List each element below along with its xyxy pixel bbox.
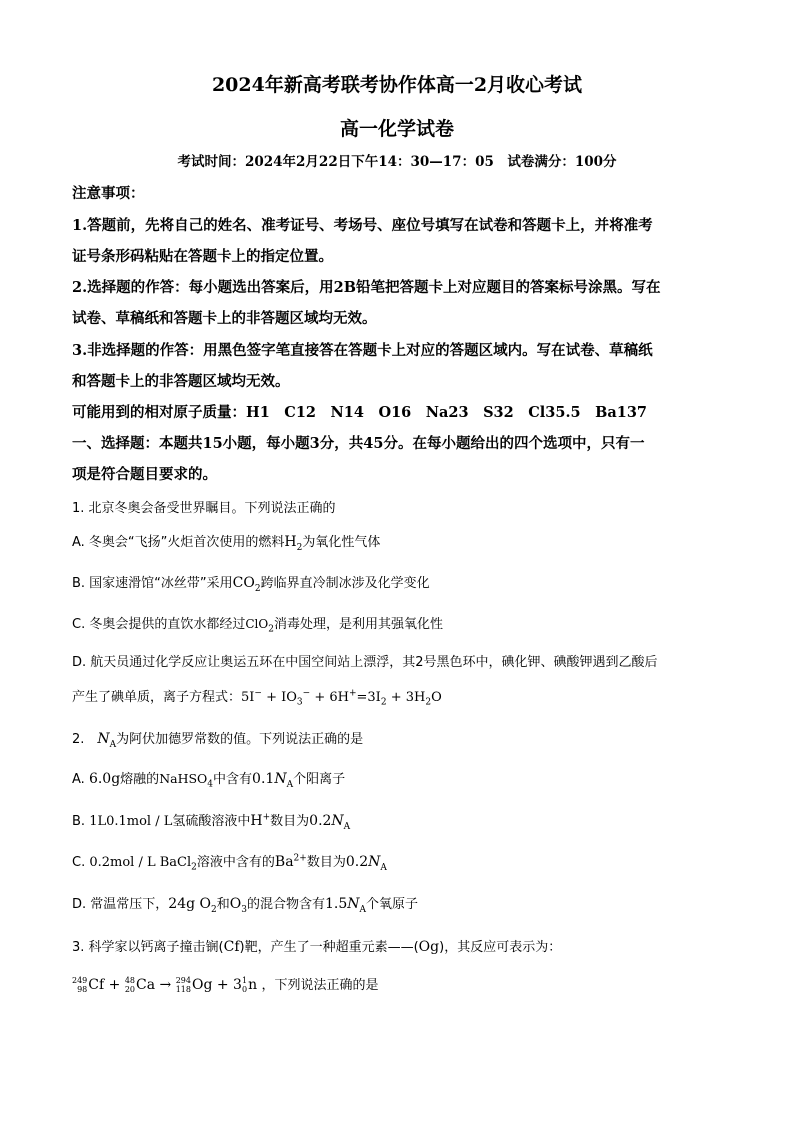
q1-option-c: C. 冬奥会提供的直饮水都经过ClO$_2$消毒处理，是利用其强氧化性	[72, 617, 443, 635]
exam-subtitle: 高一化学试卷	[339, 118, 454, 140]
note-1a: 1.答题前，先将自己的姓名、准考证号、考场号、座位号填写在试卷和答题卡上，并将准考	[72, 217, 653, 234]
q1-option-d-2: 产生了碘单质，离子方程式：$5I^- + IO_3^- + 6H^+=3I_2 + 3H_2O$	[72, 688, 442, 708]
notes-heading: 注意事项：	[72, 185, 145, 202]
q3-stem: 3. 科学家以钙离子撞击锎(Cf)靶，产生了一种超重元素——(Og)，其反应可表示为：	[72, 939, 562, 955]
nuclear-equation: 249 98 Cf + 48 20 Ca → 294 118 Og + 3 1 0 n	[72, 976, 262, 994]
note-3a: 3.非选择题的作答：用黑色签字笔直接答在答题卡上对应的答题区域内。写在试卷、草稿纸	[72, 342, 653, 359]
q2-option-c: C. 0.2mol / L BaCl$_2$溶液中含有的$Ba^{2+}$数目为$0.2N_A$	[72, 853, 387, 873]
section-heading-1: 一、选择题：本题共15小题，每小题3分，共45分。在每小题给出的四个选项中，只有一	[72, 435, 645, 452]
q2-option-b: B. 1L0.1mol / L氢硫酸溶液中H+数目为$0.2N_A$	[72, 812, 351, 832]
section-heading-2: 项是符合题目要求的。	[72, 466, 217, 483]
exam-title: 2024年新高考联考协作体高一2月收心考试	[211, 74, 583, 96]
q2-stem: 2. $N_A$为阿伏加德罗常数的值。下列说法正确的是	[72, 731, 364, 750]
atomic-masses: 可能用到的相对原子质量：H1 C12 N14 O16 Na23 S32 Cl35.5 Ba137	[72, 404, 648, 421]
q1-option-a: A. 冬奥会“飞扬”火炬首次使用的燃料$H_2$为氧化性气体	[72, 534, 381, 553]
q2-option-a: A. 6.0g熔融的NaHSO$_4$中含有$0.1N_A$个阳离子	[72, 771, 346, 790]
q1-option-b: B. 国家速滑馆“冰丝带”采用$CO_2$跨临界直冷制冰涉及化学变化	[72, 575, 430, 594]
q1-stem: 1. 北京冬奥会备受世界瞩目。下列说法正确的	[72, 501, 336, 516]
q3-equation: 249 98 Cf + 48 20 Ca → 294 118 Og + 3 1 0 n ，下列说法正确的是	[72, 976, 379, 994]
note-3b: 和答题卡上的非答题区域均无效。	[72, 373, 290, 390]
note-2a: 2.选择题的作答：每小题选出答案后，用2B铅笔把答题卡上对应题目的答案标号涂黑。写在	[72, 279, 661, 296]
q2-option-d: D. 常温常压下，24g $O_2$和$O_3$的混合物含有$1.5N_A$个氧原子	[72, 896, 419, 915]
q1-option-d-1: D. 航天员通过化学反应让奥运五环在中国空间站上漂浮，其2号黑色环中，碘化钾、碘酸钾遇到乙酸后	[72, 655, 658, 670]
exam-meta: 考试时间：2024年2月22日下午14：30—17：05 试卷满分：100分	[177, 154, 617, 170]
note-1b: 证号条形码粘贴在答题卡上的指定位置。	[72, 248, 333, 265]
note-2b: 试卷、草稿纸和答题卡上的非答题区域均无效。	[72, 310, 377, 327]
